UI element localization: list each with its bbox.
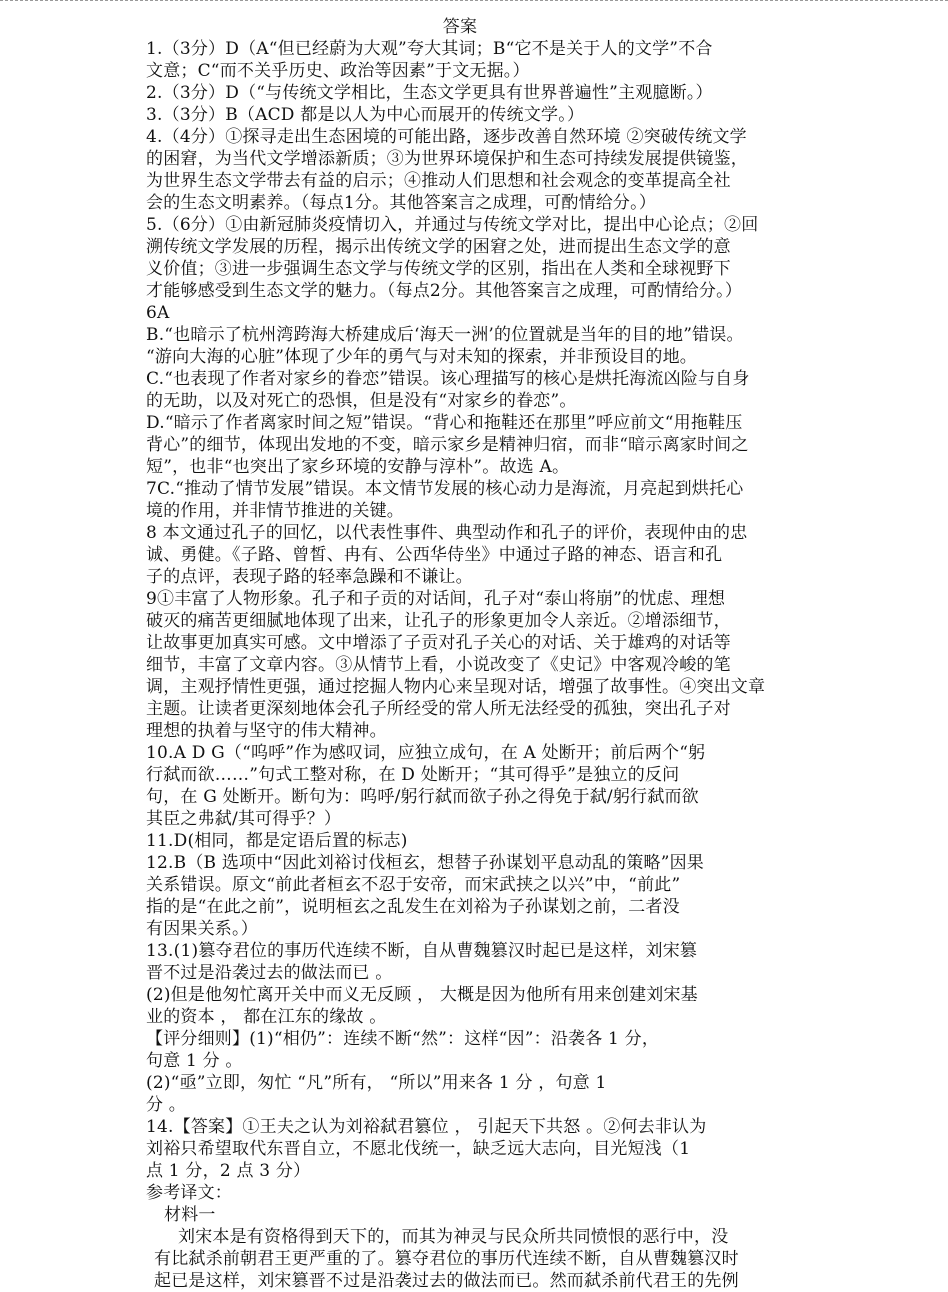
text-line: 让故事更加真实可感。文中增添了子贡对孔子关心的对话、关于雄鸡的对话等 (146, 633, 731, 653)
text-line: 行弑而欲……”句式工整对称，在 D 处断开；“其可得乎”是独立的反问 (146, 765, 680, 785)
text-line: (2)但是他匆忙离开关中而义无反顾 ， 大概是因为他所有用来创建刘宋基 (146, 985, 698, 1005)
text-line: “游向大海的心脏”体现了少年的勇气与对未知的探索，并非预设目的地。 (146, 347, 697, 367)
text-line: 子的点评，表现子路的轻率急躁和不谦让。 (146, 567, 473, 587)
text-line: 溯传统文学发展的历程，揭示出传统文学的困窘之处，进而提出生态文学的意 (146, 237, 731, 257)
page-title: 答案 (442, 17, 478, 37)
answer-sheet (146, 16, 814, 1292)
text-line: 参考译文： (146, 1183, 232, 1203)
text-line: 诚、勇健。《子路、曾皙、冉有、公西华侍坐》中通过子路的神态、语言和孔 (146, 545, 723, 565)
text-line: B.“也暗示了杭州湾跨海大桥建成后‘海天一洲’的位置就是当年的目的地”错误。 (146, 325, 744, 345)
text-line: 1.（3分）D（A“但已经蔚为大观”夸大其词；B“它不是关于人的文学”不合 (146, 39, 713, 59)
text-line: 10.A D G（“呜呼”作为感叹词，应独立成句，在 A 处断开；前后两个“躬 (146, 743, 706, 763)
text-line: 义价值；③进一步强调生态文学与传统文学的区别，指出在人类和全球视野下 (146, 259, 731, 279)
text-line: 的困窘，为当代文学增添新质；③为世界环境保护和生态可持续发展提供镜鉴， (146, 149, 748, 169)
text-line: 细节，丰富了文章内容。③从情节上看，小说改变了《史记》中客观冷峻的笔 (146, 655, 731, 675)
text-line: 8 本文通过孔子的回忆，以代表性事件、典型动作和孔子的评价，表现仲由的忠 (146, 523, 748, 543)
text-line: 关系错误。原文“前此者桓玄不忍于安帝，而宋武挟之以兴”中，“前此” (146, 875, 681, 895)
text-line: 7C.“推动了情节发展”错误。本文情节发展的核心动力是海流，月亮起到烘托心 (146, 479, 744, 499)
text-line: 短”，也非“也突出了家乡环境的安静与淳朴”。故选 A。 (146, 457, 570, 477)
text-line: 4.（4分）①探寻走出生态困境的可能出路，逐步改善自然环境 ②突破传统文学 (146, 127, 747, 147)
text-line: 句，在 G 处断开。断句为：呜呼/躬行弑而欲子孙之得免于弑/躬行弑而欲 (146, 787, 699, 807)
text-line: D.“暗示了作者离家时间之短”错误。“背心和拖鞋还在那里”呼应前文“用拖鞋压 (146, 413, 743, 433)
text-line: 有比弑杀前朝君王更严重的了。篡夺君位的事历代连续不断，自从曹魏篡汉时 (154, 1249, 739, 1269)
text-line: 【评分细则】(1)“相仍”：连续不断“然”：这样“因”：沿袭各 1 分， (146, 1029, 660, 1049)
text-line: 9①丰富了人物形象。孔子和子贡的对话间，孔子对“泰山将崩”的忧虑、理想 (146, 589, 726, 609)
text-line: 13.(1)篡夺君位的事历代连续不断，自从曹魏篡汉时起已是这样，刘宋篡 (146, 941, 698, 961)
text-line: 才能够感受到生态文学的魅力。（每点2分。其他答案言之成理，可酌情给分。） (146, 281, 743, 301)
text-line: 句意 1 分 。 (146, 1051, 243, 1071)
text-line: 理想的执着与坚守的伟大精神。 (146, 721, 387, 741)
text-line: 点 1 分，2 点 3 分） (146, 1161, 311, 1181)
text-line: 刘裕只希望取代东晋自立，不愿北伐统一，缺乏远大志向，目光短浅（1 (146, 1139, 691, 1159)
text-line: 背心”的细节，体现出发地的不变，暗示家乡是精神归宿，而非“暗示离家时间之 (146, 435, 749, 455)
text-line: 6A (146, 303, 170, 323)
text-line: 境的作用，并非情节推进的关键。 (146, 501, 404, 521)
text-line: 12.B（B 选项中“因此刘裕讨伐桓玄，想替子孙谋划平息动乱的策略”因果 (146, 853, 705, 873)
text-line: (2)“亟”立即，匆忙 “凡”所有， “所以”用来各 1 分 ，句意 1 (146, 1073, 607, 1093)
text-line: 的无助，以及对死亡的恐惧，但是没有“对家乡的眷恋”。 (146, 391, 577, 411)
text-line: 14.【答案】①王夫之认为刘裕弑君篡位 ， 引起天下共怒 。②何去非认为 (146, 1117, 707, 1137)
text-line: 3.（3分）B（ACD 都是以人为中心而展开的传统文学。） (146, 105, 585, 125)
text-line: 会的生态文明素养。（每点1分。其他答案言之成理，可酌情给分。） (146, 193, 657, 213)
top-dashed-rule (0, 0, 948, 4)
text-line: 11.D(相同，都是定语后置的标志) (146, 831, 408, 851)
text-line: 分 。 (146, 1095, 187, 1115)
text-line: 指的是“在此之前”，说明桓玄之乱发生在刘裕为子孙谋划之前，二者没 (146, 897, 680, 917)
text-line: 主题。让读者更深刻地体会孔子所经受的常人所无法经受的孤独，突出孔子对 (146, 699, 731, 719)
text-line: 破灭的痛苦更细腻地体现了出来，让孔子的形象更加令人亲近。②增添细节， (146, 611, 731, 631)
section-label: 材料一 (164, 1205, 216, 1225)
text-line: 文意；C“而不关乎历史、政治等因素”于文无据。） (146, 61, 530, 81)
text-line: 为世界生态文学带去有益的启示；④推动人们思想和社会观念的变革提高全社 (146, 171, 731, 191)
text-line: 晋不过是沿袭过去的做法而已 。 (146, 963, 393, 983)
text-line: 业的资本 ， 都在江东的缘故 。 (146, 1007, 387, 1027)
text-line: 2.（3分）D（“与传统文学相比，生态文学更具有世界普遍性”主观臆断。） (146, 83, 713, 103)
text-line: 5.（6分）①由新冠肺炎疫情切入，并通过与传统文学对比，提出中心论点；②回 (146, 215, 759, 235)
text-line: 起已是这样，刘宋篡晋不过是沿袭过去的做法而已。然而弑杀前代君王的先例 (154, 1271, 739, 1291)
text-line: 有因果关系。） (146, 919, 258, 939)
text-line: C.“也表现了作者对家乡的眷恋”错误。该心理描写的核心是烘托海流凶险与自身 (146, 369, 750, 389)
text-line: 其臣之弗弑/其可得乎？） (146, 809, 342, 829)
text-line: 刘宋本是有资格得到天下的，而其为神灵与民众所共同愤恨的恶行中，没 (178, 1227, 729, 1247)
text-line: 调，主观抒情性更强，通过挖掘人物内心来呈现对话，增强了故事性。④突出文章 (146, 677, 766, 697)
